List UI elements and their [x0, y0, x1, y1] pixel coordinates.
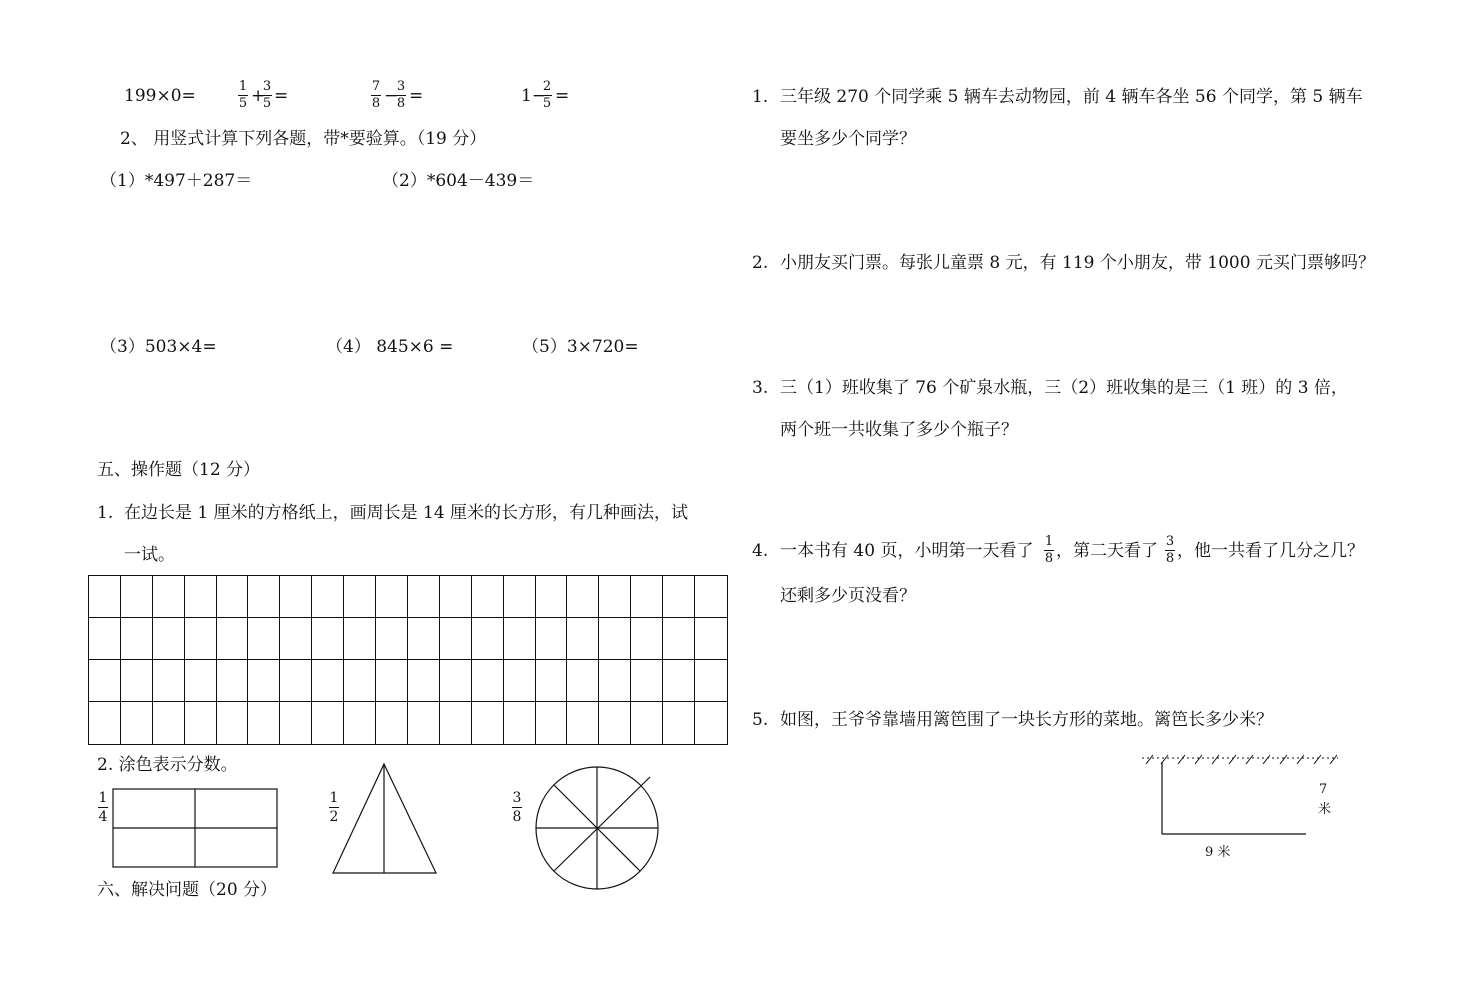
oral-item-4-prefix: 1− — [521, 86, 547, 106]
grid-cell[interactable] — [631, 576, 663, 618]
p4-text-a: 一本书有 40 页，小明第一天看了 — [780, 541, 1034, 561]
grid-cell[interactable] — [567, 618, 599, 660]
p3-line1: 三（1）班收集了 76 个矿泉水瓶，三（2）班收集的是三（1 班）的 3 倍， — [780, 378, 1348, 398]
grid-cell[interactable] — [599, 660, 631, 702]
grid-cell[interactable] — [89, 660, 121, 702]
op2-title: 2. 涂色表示分数。 — [97, 755, 238, 775]
p2-number: 2. — [752, 253, 769, 273]
q2-item-5: （5）3×720= — [522, 337, 639, 357]
grid-cell[interactable] — [153, 618, 185, 660]
grid-cell[interactable] — [663, 618, 695, 660]
grid-cell[interactable] — [440, 618, 472, 660]
grid-cell[interactable] — [344, 576, 376, 618]
grid-cell[interactable] — [248, 660, 280, 702]
rect-shape[interactable] — [112, 788, 280, 870]
operator: − — [384, 86, 399, 106]
grid-cell[interactable] — [695, 618, 727, 660]
grid-cell[interactable] — [440, 702, 472, 744]
fraction: 2 5 — [542, 79, 552, 111]
p5-number: 5. — [752, 710, 769, 730]
triangle-fraction: 1 2 — [329, 790, 339, 825]
square-grid-paper[interactable] — [88, 575, 728, 745]
grid-cell[interactable] — [312, 702, 344, 744]
equals: = — [409, 86, 424, 106]
grid-cell[interactable] — [153, 576, 185, 618]
grid-cell[interactable] — [504, 618, 536, 660]
grid-cell[interactable] — [344, 618, 376, 660]
grid-cell[interactable] — [536, 702, 568, 744]
grid-cell[interactable] — [376, 618, 408, 660]
grid-cell[interactable] — [89, 618, 121, 660]
q2-heading: 2、 用竖式计算下列各题，带*要验算。（19 分） — [120, 129, 487, 149]
fraction: 7 8 — [371, 79, 381, 111]
garden-figure — [1140, 752, 1345, 838]
rect-fraction: 1 4 — [98, 790, 108, 825]
p4-number: 4. — [752, 541, 769, 561]
grid-cell[interactable] — [472, 618, 504, 660]
grid-cell[interactable] — [695, 702, 727, 744]
grid-cell[interactable] — [663, 702, 695, 744]
grid-cell[interactable] — [217, 702, 249, 744]
grid-cell[interactable] — [217, 618, 249, 660]
circle-fraction: 3 8 — [512, 790, 522, 825]
grid-cell[interactable] — [376, 576, 408, 618]
grid-cell[interactable] — [408, 702, 440, 744]
grid-cell[interactable] — [185, 576, 217, 618]
grid-cell[interactable] — [440, 576, 472, 618]
grid-cell[interactable] — [89, 702, 121, 744]
oral-item-1: 199×0= — [124, 86, 196, 106]
grid-cell[interactable] — [408, 576, 440, 618]
section6-title: 六、解决问题（20 分） — [97, 880, 278, 900]
grid-cell[interactable] — [280, 660, 312, 702]
grid-cell[interactable] — [344, 702, 376, 744]
p4-text-c: ，他一共看了几分之几？ — [1177, 541, 1364, 561]
grid-cell[interactable] — [185, 660, 217, 702]
grid-cell[interactable] — [312, 618, 344, 660]
q2-item-3: （3）503×4= — [100, 337, 217, 357]
grid-cell[interactable] — [153, 660, 185, 702]
grid-cell[interactable] — [344, 660, 376, 702]
p2-line1: 小朋友买门票。每张儿童票 8 元，有 119 个小朋友，带 1000 元买门票够吗？ — [780, 253, 1375, 273]
grid-cell[interactable] — [567, 702, 599, 744]
equals: = — [274, 86, 289, 106]
grid-cell[interactable] — [504, 660, 536, 702]
p1-line2: 要坐多少个同学？ — [780, 129, 916, 149]
grid-cell[interactable] — [312, 660, 344, 702]
grid-cell[interactable] — [185, 618, 217, 660]
grid-cell[interactable] — [599, 702, 631, 744]
p3-number: 3. — [752, 378, 769, 398]
grid-cell[interactable] — [312, 576, 344, 618]
grid-cell[interactable] — [217, 576, 249, 618]
fraction: 1 5 — [238, 79, 248, 111]
equals: = — [555, 86, 570, 106]
grid-cell[interactable] — [376, 660, 408, 702]
grid-cell[interactable] — [121, 702, 153, 744]
p1-number: 1. — [752, 87, 769, 107]
triangle-shape[interactable] — [330, 762, 440, 876]
grid-cell[interactable] — [248, 576, 280, 618]
fraction: 3 8 — [1165, 534, 1175, 566]
grid-cell[interactable] — [376, 702, 408, 744]
grid-cell[interactable] — [631, 618, 663, 660]
grid-cell[interactable] — [280, 618, 312, 660]
grid-cell[interactable] — [599, 618, 631, 660]
op1-number: 1. — [97, 503, 114, 523]
fig-bottom-label: 9 米 — [1205, 845, 1231, 860]
grid-cell[interactable] — [472, 702, 504, 744]
fig-side-number: 7 — [1319, 782, 1328, 797]
grid-cell[interactable] — [121, 618, 153, 660]
grid-cell[interactable] — [121, 660, 153, 702]
grid-cell[interactable] — [536, 618, 568, 660]
grid-cell[interactable] — [663, 660, 695, 702]
grid-cell[interactable] — [248, 702, 280, 744]
grid-cell[interactable] — [472, 660, 504, 702]
grid-cell[interactable] — [185, 702, 217, 744]
grid-cell[interactable] — [536, 576, 568, 618]
q2-item-1: （1）*497＋287＝ — [100, 171, 253, 191]
grid-cell[interactable] — [695, 576, 727, 618]
grid-cell[interactable] — [472, 576, 504, 618]
grid-cell[interactable] — [440, 660, 472, 702]
p4-text-b: ，第二天看了 — [1056, 541, 1158, 561]
op1-line1: 在边长是 1 厘米的方格纸上，画周长是 14 厘米的长方形，有几种画法，试 — [124, 503, 689, 523]
grid-cell[interactable] — [663, 576, 695, 618]
section5-title: 五、操作题（12 分） — [97, 460, 261, 480]
q2-item-4: （4） 845×6 = — [326, 337, 454, 357]
fraction: 1 8 — [1044, 534, 1054, 566]
operator: + — [251, 86, 266, 106]
grid-cell[interactable] — [89, 576, 121, 618]
grid-cell[interactable] — [408, 660, 440, 702]
grid-cell[interactable] — [217, 660, 249, 702]
fraction: 3 8 — [396, 79, 406, 111]
grid-cell[interactable] — [631, 660, 663, 702]
grid-cell[interactable] — [631, 702, 663, 744]
grid-cell[interactable] — [599, 576, 631, 618]
grid-cell[interactable] — [536, 660, 568, 702]
grid-cell[interactable] — [121, 576, 153, 618]
op1-line2: 一试。 — [124, 545, 175, 565]
grid-cell[interactable] — [504, 702, 536, 744]
grid-cell[interactable] — [567, 660, 599, 702]
grid-cell[interactable] — [280, 576, 312, 618]
p3-line2: 两个班一共收集了多少个瓶子？ — [780, 420, 1018, 440]
grid-cell[interactable] — [695, 660, 727, 702]
circle-shape[interactable] — [532, 764, 662, 894]
grid-cell[interactable] — [504, 576, 536, 618]
grid-cell[interactable] — [280, 702, 312, 744]
p1-line1: 三年级 270 个同学乘 5 辆车去动物园，前 4 辆车各坐 56 个同学，第 5 辆车 — [780, 87, 1363, 107]
grid-cell[interactable] — [408, 618, 440, 660]
grid-cell[interactable] — [153, 702, 185, 744]
fig-side-unit: 米 — [1318, 802, 1332, 817]
q2-item-2: （2）*604－439＝ — [382, 171, 535, 191]
grid-cell[interactable] — [567, 576, 599, 618]
p4-line2: 还剩多少页没看？ — [780, 586, 916, 606]
p5-line1: 如图，王爷爷靠墙用篱笆围了一块长方形的菜地。篱笆长多少米？ — [780, 710, 1273, 730]
grid-cell[interactable] — [248, 618, 280, 660]
fraction: 3 5 — [262, 79, 272, 111]
